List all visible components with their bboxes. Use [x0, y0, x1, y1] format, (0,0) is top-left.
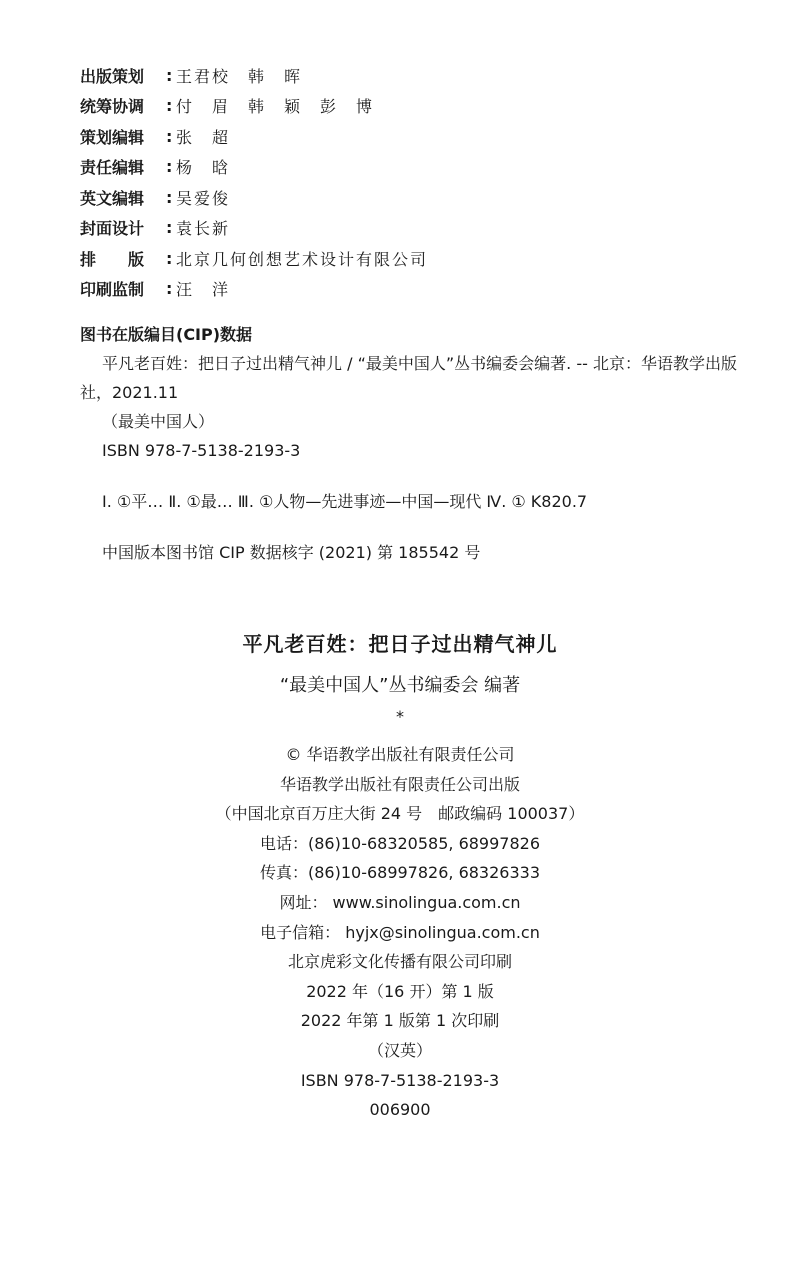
- book-title: 平凡老百姓：把日子过出精气神儿: [242, 632, 558, 656]
- credit-value: 杨 晗: [176, 158, 231, 178]
- credit-colon: :: [166, 218, 173, 238]
- fax-line: 传真：(86)10-68997826, 68326333: [259, 863, 541, 883]
- credit-row: [80, 213, 428, 244]
- credit-row: [80, 182, 428, 213]
- credit-row: [80, 60, 428, 91]
- credit-label: 统筹协调: [80, 97, 145, 117]
- credit-value: 袁长新: [176, 219, 231, 239]
- credit-label: 排 版: [80, 249, 145, 269]
- credit-row: [80, 274, 428, 305]
- cip-series: （最美中国人）: [102, 412, 215, 431]
- credit-value: 张 超: [176, 127, 231, 147]
- credit-label: 责任编辑: [80, 158, 145, 178]
- credit-value: 北京几何创想艺术设计有限公司: [176, 249, 429, 269]
- credit-colon: :: [166, 157, 173, 177]
- credit-row: [80, 91, 428, 122]
- code-line: 006900: [369, 1100, 431, 1120]
- isbn-line: ISBN 978-7-5138-2193-3: [300, 1070, 500, 1090]
- book-editor: “最美中国人”丛书编委会 编著: [279, 675, 521, 696]
- credit-value: 汪 洋: [176, 280, 231, 300]
- credit-value: 王君校 韩 晖: [176, 66, 303, 86]
- printing-line: 2022 年第 1 版第 1 次印刷: [300, 1011, 500, 1031]
- publisher-line: 华语教学出版社有限责任公司出版: [279, 774, 520, 794]
- colophon-block: [0, 628, 800, 1125]
- credits-block: [80, 60, 428, 304]
- cip-classification: Ⅰ. ①平… Ⅱ. ①最… Ⅲ. ①人物—先进事迹—中国—现代 Ⅳ. ① K820.7: [102, 492, 588, 511]
- cip-isbn: ISBN 978-7-5138-2193-3: [102, 441, 301, 460]
- credit-colon: :: [166, 65, 173, 85]
- credit-label: 英文编辑: [80, 188, 145, 208]
- cip-record: 平凡老百姓：把日子过出精气神儿 / “最美中国人”丛书编委会编著. -- 北京：华语教学出版社，2021.11: [80, 354, 737, 402]
- credit-value: 吴爱俊: [176, 188, 231, 208]
- cip-heading: 图书在版编目(CIP)数据: [80, 325, 253, 344]
- credit-row: [80, 152, 428, 183]
- credit-label: 策划编辑: [80, 127, 145, 147]
- credit-colon: :: [166, 279, 173, 299]
- credit-colon: :: [166, 187, 173, 207]
- separator-asterisk: *: [396, 707, 404, 726]
- email-line: 电子信箱： hyjx@sinolingua.com.cn: [260, 922, 540, 942]
- language-line: （汉英）: [367, 1040, 432, 1060]
- website-line: 网址： www.sinolingua.com.cn: [279, 892, 521, 912]
- credit-label: 印刷监制: [80, 280, 145, 300]
- credit-row: [80, 243, 428, 274]
- credit-row: [80, 121, 428, 152]
- address-line: （中国北京百万庄大街 24 号 邮政编码 100037）: [215, 804, 585, 824]
- cip-verification: 中国版本图书馆 CIP 数据核字 (2021) 第 185542 号: [102, 543, 481, 562]
- credit-colon: :: [166, 96, 173, 116]
- copyright-line: © 华语教学出版社有限责任公司: [285, 745, 515, 764]
- credit-colon: :: [166, 248, 173, 268]
- credit-label: 出版策划: [80, 66, 145, 86]
- edition-line: 2022 年（16 开）第 1 版: [306, 981, 494, 1001]
- phone-line: 电话：(86)10-68320585, 68997826: [259, 833, 541, 853]
- credit-colon: :: [166, 126, 173, 146]
- printer-line: 北京虎彩文化传播有限公司印刷: [287, 952, 512, 972]
- credit-value: 付 眉 韩 颖 彭 博: [176, 97, 375, 117]
- credit-label: 封面设计: [80, 219, 145, 239]
- cip-block: [80, 322, 760, 563]
